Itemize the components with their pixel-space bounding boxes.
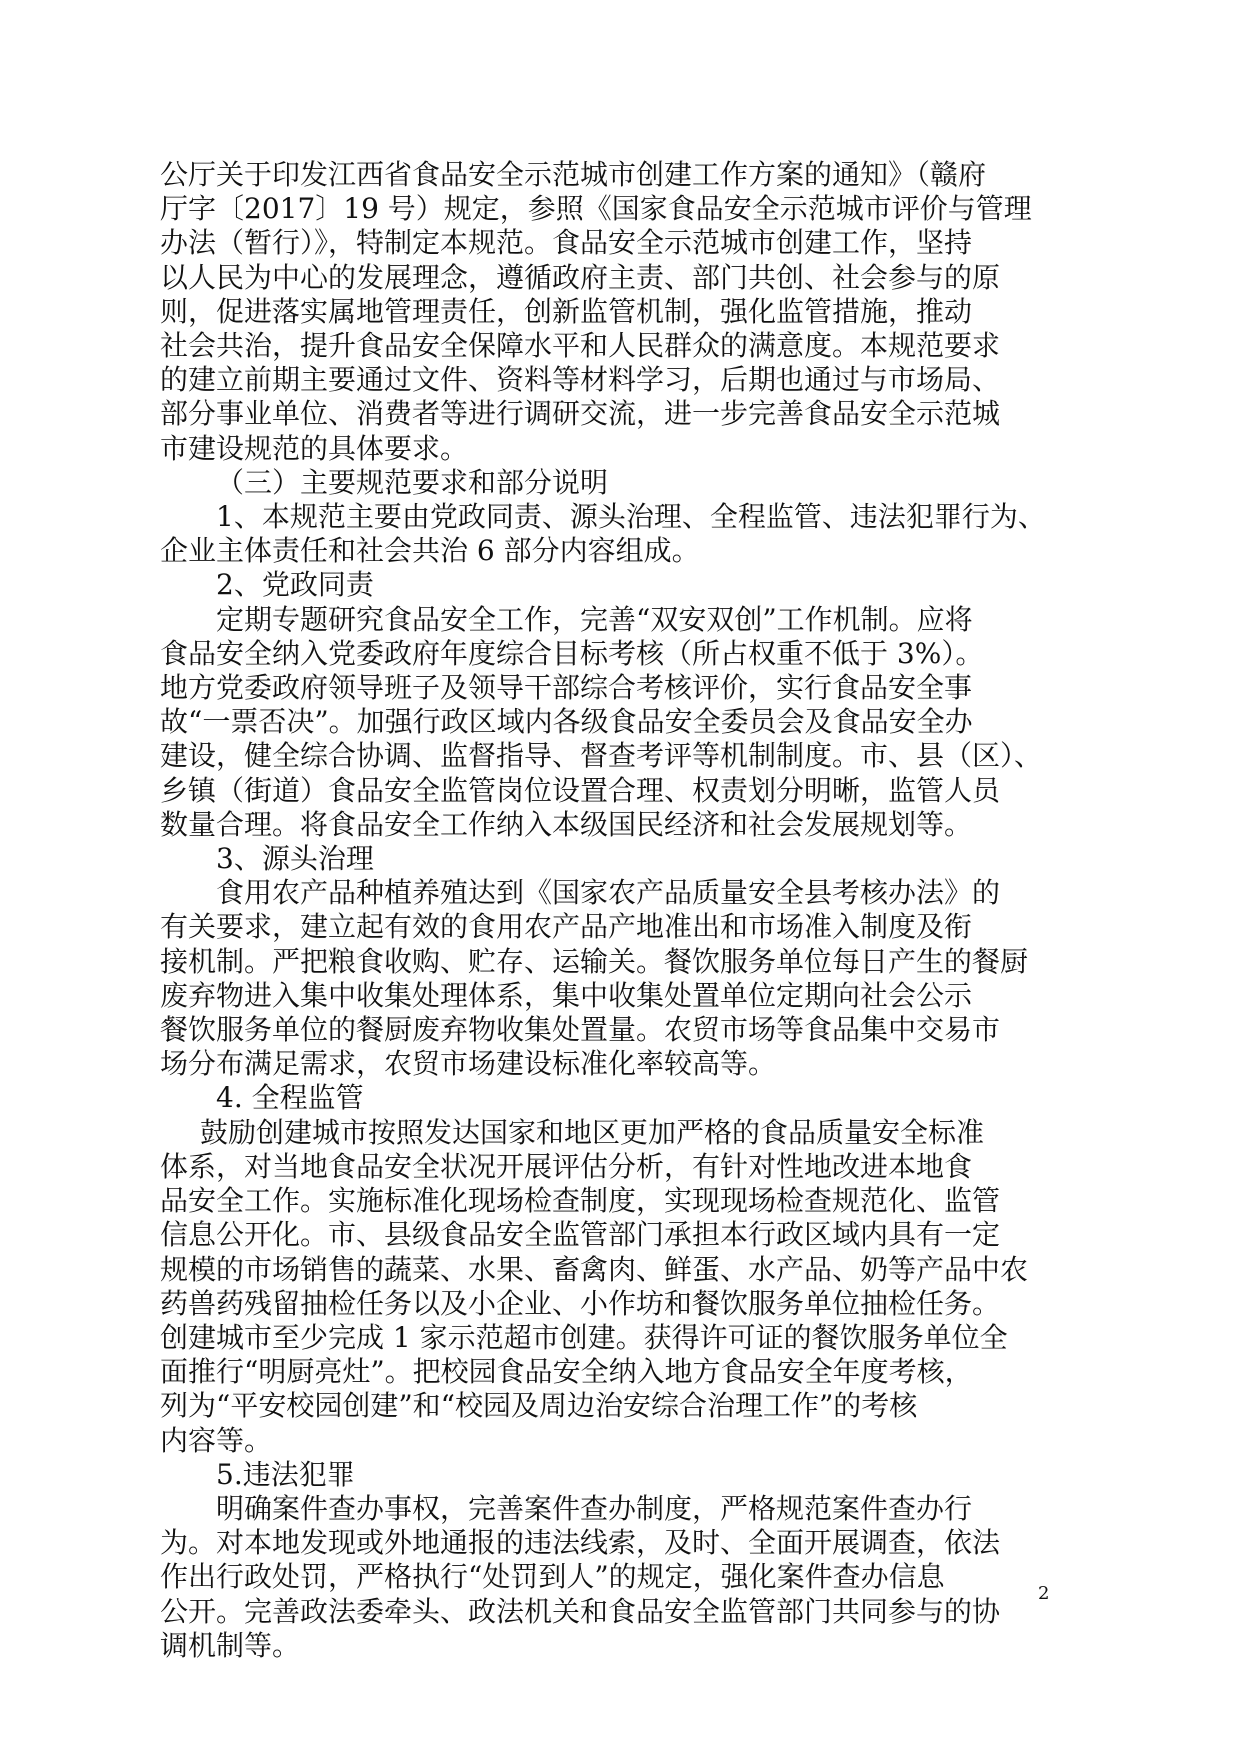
text-line: 调机制等。 (160, 1628, 301, 1662)
text-line: 食用农产品种植养殖达到《国家农产品质量安全县考核办法》的 (216, 876, 1001, 910)
text-line: 明确案件查办事权，完善案件查办制度，严格规范案件查办行 (216, 1491, 973, 1525)
text-line: 作出行政处罚，严格执行“处罚到人”的规定，强化案件查办信息 (160, 1560, 945, 1594)
text-line: 药兽药残留抽检任务以及小企业、小作坊和餐饮服务单位抽检任务。 (160, 1286, 1001, 1320)
item-heading: 4. 全程监管 (216, 1081, 364, 1115)
text-line: 办法（暂行）》，特制定本规范。食品安全示范城市创建工作，坚持 (160, 226, 973, 260)
text-line: 内容等。 (160, 1423, 273, 1457)
body-text (160, 158, 1072, 1663)
text-line: 定期专题研究食品安全工作，完善“双安双创”工作机制。应将 (216, 602, 973, 636)
text-line: 建设，健全综合协调、监督指导、督查考评等机制制度。市、县（区）、 (160, 739, 1043, 773)
text-line: 食品安全纳入党委政府年度综合目标考核（所占权重不低于 3%）。 (160, 636, 984, 670)
text-line: 故“一票否决”。加强行政区域内各级食品安全委员会及食品安全办 (160, 705, 973, 739)
text-line: 数量合理。将食品安全工作纳入本级国民经济和社会发展规划等。 (160, 807, 973, 841)
item-heading: 2、党政同责 (216, 568, 374, 602)
section-heading: （三）主要规范要求和部分说明 (216, 465, 609, 499)
text-line: 则，促进落实属地管理责任，创新监管机制，强化监管措施，推动 (160, 294, 973, 328)
text-line: 市建设规范的具体要求。 (160, 431, 469, 465)
text-line: 公厅关于印发江西省食品安全示范城市创建工作方案的通知》（赣府 (160, 158, 987, 191)
text-line: 的建立前期主要通过文件、资料等材料学习，后期也通过与市场局、 (160, 363, 1001, 397)
text-line: 体系，对当地食品安全状况开展评估分析，有针对性地改进本地食 (160, 1149, 973, 1183)
text-line: 以人民为中心的发展理念，遵循政府主责、部门共创、社会参与的原 (160, 260, 1001, 294)
page-number: 2 (1038, 1583, 1050, 1604)
text-line: 信息公开化。市、县级食品安全监管部门承担本行政区域内具有一定 (160, 1218, 1001, 1252)
text-line: 面推行“明厨亮灶”。把校园食品安全纳入地方食品安全年度考核， (160, 1355, 973, 1389)
text-line: 鼓励创建城市按照发达国家和地区更加严格的食品质量安全标准 (200, 1115, 985, 1149)
text-line: 地方党委政府领导班子及领导干部综合考核评价，实行食品安全事 (160, 671, 973, 705)
text-line: 餐饮服务单位的餐厨废弃物收集处置量。农贸市场等食品集中交易市 (160, 1013, 1001, 1047)
text-line: 为。对本地发现或外地通报的违法线索，及时、全面开展调查，依法 (160, 1526, 1001, 1560)
item-heading: 5.违法犯罪 (216, 1457, 355, 1491)
text-line: 废弃物进入集中收集处理体系，集中收集处置单位定期向社会公示 (160, 978, 973, 1012)
text-line: 品安全工作。实施标准化现场检查制度，实现现场检查规范化、监管 (160, 1184, 1001, 1218)
text-line: 接机制。严把粮食收购、贮存、运输关。餐饮服务单位每日产生的餐厨 (160, 944, 1029, 978)
text-line: 规模的市场销售的蔬菜、水果、畜禽肉、鲜蛋、水产品、奶等产品中农 (160, 1252, 1029, 1286)
text-line: 乡镇（街道）食品安全监管岗位设置合理、权责划分明晰，监管人员 (160, 773, 1001, 807)
text-line: 企业主体责任和社会共治 6 部分内容组成。 (160, 534, 700, 568)
item-heading: 1、本规范主要由党政同责、源头治理、全程监管、违法犯罪行为、 (216, 500, 1046, 534)
item-heading: 3、源头治理 (216, 842, 374, 876)
text-line: 创建城市至少完成 1 家示范超市创建。获得许可证的餐饮服务单位全 (160, 1320, 1008, 1354)
text-line: 有关要求，建立起有效的食用农产品产地准出和市场准入制度及衔 (160, 910, 973, 944)
text-line: 厅字〔2017〕19 号）规定，参照《国家食品安全示范城市评价与管理 (160, 192, 1032, 226)
text-line: 场分布满足需求，农贸市场建设标准化率较高等。 (160, 1047, 777, 1081)
text-line: 社会共治，提升食品安全保障水平和人民群众的满意度。本规范要求 (160, 329, 1001, 363)
text-line: 公开。完善政法委牵头、政法机关和食品安全监管部门共同参与的协 (160, 1594, 1001, 1628)
text-line: 部分事业单位、消费者等进行调研交流，进一步完善食品安全示范城 (160, 397, 1001, 431)
text-line: 列为“平安校园创建”和“校园及周边治安综合治理工作”的考核 (160, 1389, 918, 1423)
